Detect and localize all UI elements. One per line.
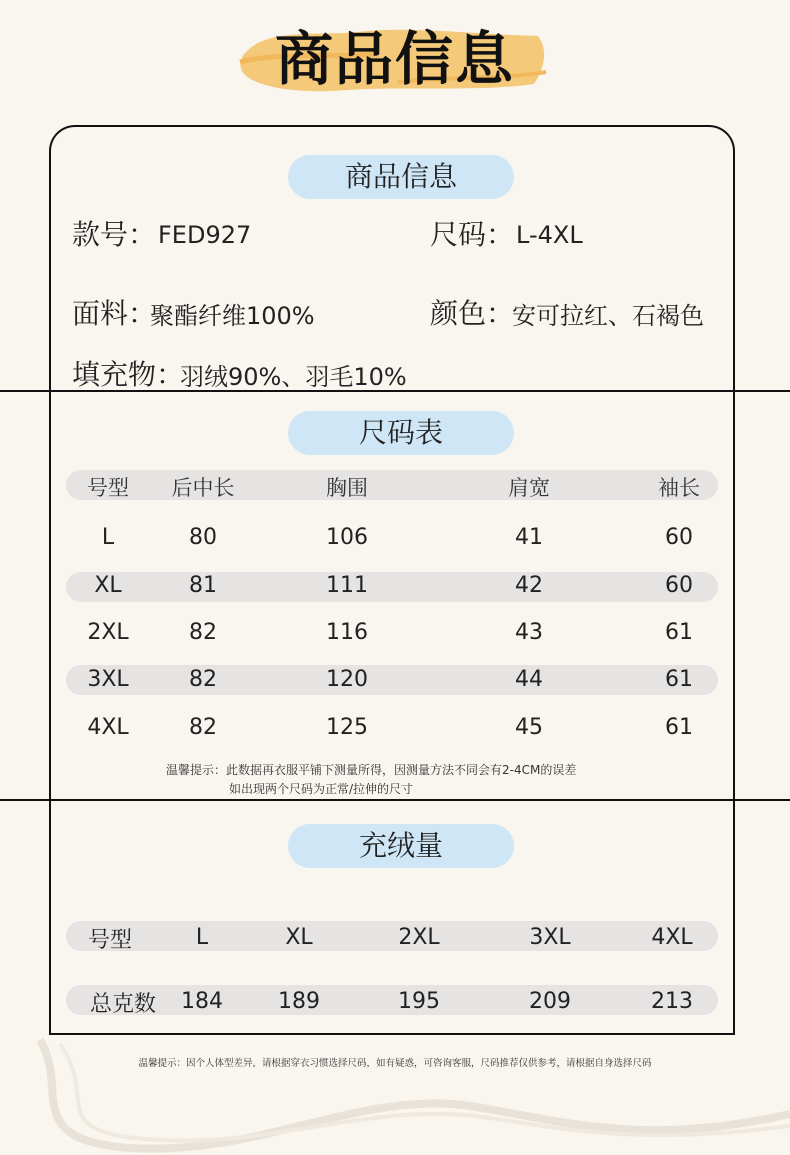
- size-table-header-cell: 袖长: [658, 476, 700, 500]
- fabric-value: 聚酯纤维100%: [150, 302, 315, 330]
- length-cell: 82: [189, 715, 217, 740]
- filling-label: 填充物：: [72, 358, 185, 391]
- chest-cell: 116: [326, 620, 368, 645]
- size-cell: XL: [285, 925, 313, 950]
- chest-cell: 106: [326, 525, 368, 550]
- measurement-note-line2: 如出现两个尺码为正常/拉伸的尺寸: [229, 782, 414, 796]
- page-header: [0, 0, 790, 120]
- color-label: 颜色：: [430, 297, 515, 330]
- footer-note: 温馨提示：因个人体型差异，请根据穿衣习惯选择尺码，如有疑惑，可咨询客服，尺码推荐仅供参考，请根据自身选择尺码: [138, 1058, 652, 1069]
- section-divider: [0, 799, 790, 801]
- weight-cell: 195: [398, 989, 440, 1014]
- length-cell: 80: [189, 525, 217, 550]
- sleeve-cell: 60: [665, 573, 693, 598]
- style-number-value: FED927: [158, 221, 252, 249]
- size-cell: 3XL: [87, 667, 129, 692]
- page-title: 商品信息: [274, 25, 515, 93]
- wave-decoration: [0, 1030, 790, 1155]
- shoulder-cell: 43: [515, 620, 543, 645]
- weight-cell: 213: [651, 989, 693, 1014]
- filling-value: 羽绒90%、羽毛10%: [180, 363, 407, 391]
- sleeve-cell: 60: [665, 525, 693, 550]
- measurement-note: 温馨提示：此数据再衣服平铺下测量所得，因测量方法不同会有2-4CM的误差: [166, 763, 577, 777]
- color-value: 安可拉红、石褐色: [512, 302, 704, 330]
- info-section-pill: 商品信息: [288, 155, 514, 199]
- size-cell: 4XL: [87, 715, 129, 740]
- sleeve-cell: 61: [665, 620, 693, 645]
- size-cell: L: [101, 525, 115, 550]
- size-range-value: L-4XL: [516, 221, 583, 249]
- shoulder-cell: 41: [515, 525, 543, 550]
- weight-cell: 189: [278, 989, 320, 1014]
- down-fill-pill: 充绒量: [288, 824, 514, 868]
- length-cell: 82: [189, 620, 217, 645]
- shoulder-cell: 45: [515, 715, 543, 740]
- size-cell: 2XL: [398, 925, 440, 950]
- sleeve-cell: 61: [665, 667, 693, 692]
- length-cell: 82: [189, 667, 217, 692]
- weight-cell: 184: [181, 989, 223, 1014]
- style-number-label: 款号：: [72, 218, 157, 251]
- chest-cell: 120: [326, 667, 368, 692]
- size-cell: 4XL: [651, 925, 693, 950]
- weight-cell: 209: [529, 989, 571, 1014]
- size-chart-pill: 尺码表: [288, 411, 514, 455]
- chest-cell: 125: [326, 715, 368, 740]
- shoulder-cell: 42: [515, 573, 543, 598]
- shoulder-cell: 44: [515, 667, 543, 692]
- size-table-header-cell: 后中长: [171, 476, 235, 500]
- weight-label: 总克数: [89, 992, 156, 1017]
- size-cell: 2XL: [87, 620, 129, 645]
- length-cell: 81: [189, 573, 217, 598]
- size-table-header-cell: 肩宽: [508, 476, 550, 500]
- size-cell: L: [195, 925, 209, 950]
- size-header-label: 号型: [87, 928, 132, 953]
- size-table-header-cell: 胸围: [326, 476, 368, 500]
- size-cell: XL: [94, 573, 122, 598]
- fabric-label: 面料：: [72, 297, 157, 330]
- sleeve-cell: 61: [665, 715, 693, 740]
- size-table-header-cell: 号型: [87, 476, 129, 500]
- size-cell: 3XL: [529, 925, 571, 950]
- chest-cell: 111: [326, 573, 368, 598]
- size-range-label: 尺码：: [430, 218, 515, 251]
